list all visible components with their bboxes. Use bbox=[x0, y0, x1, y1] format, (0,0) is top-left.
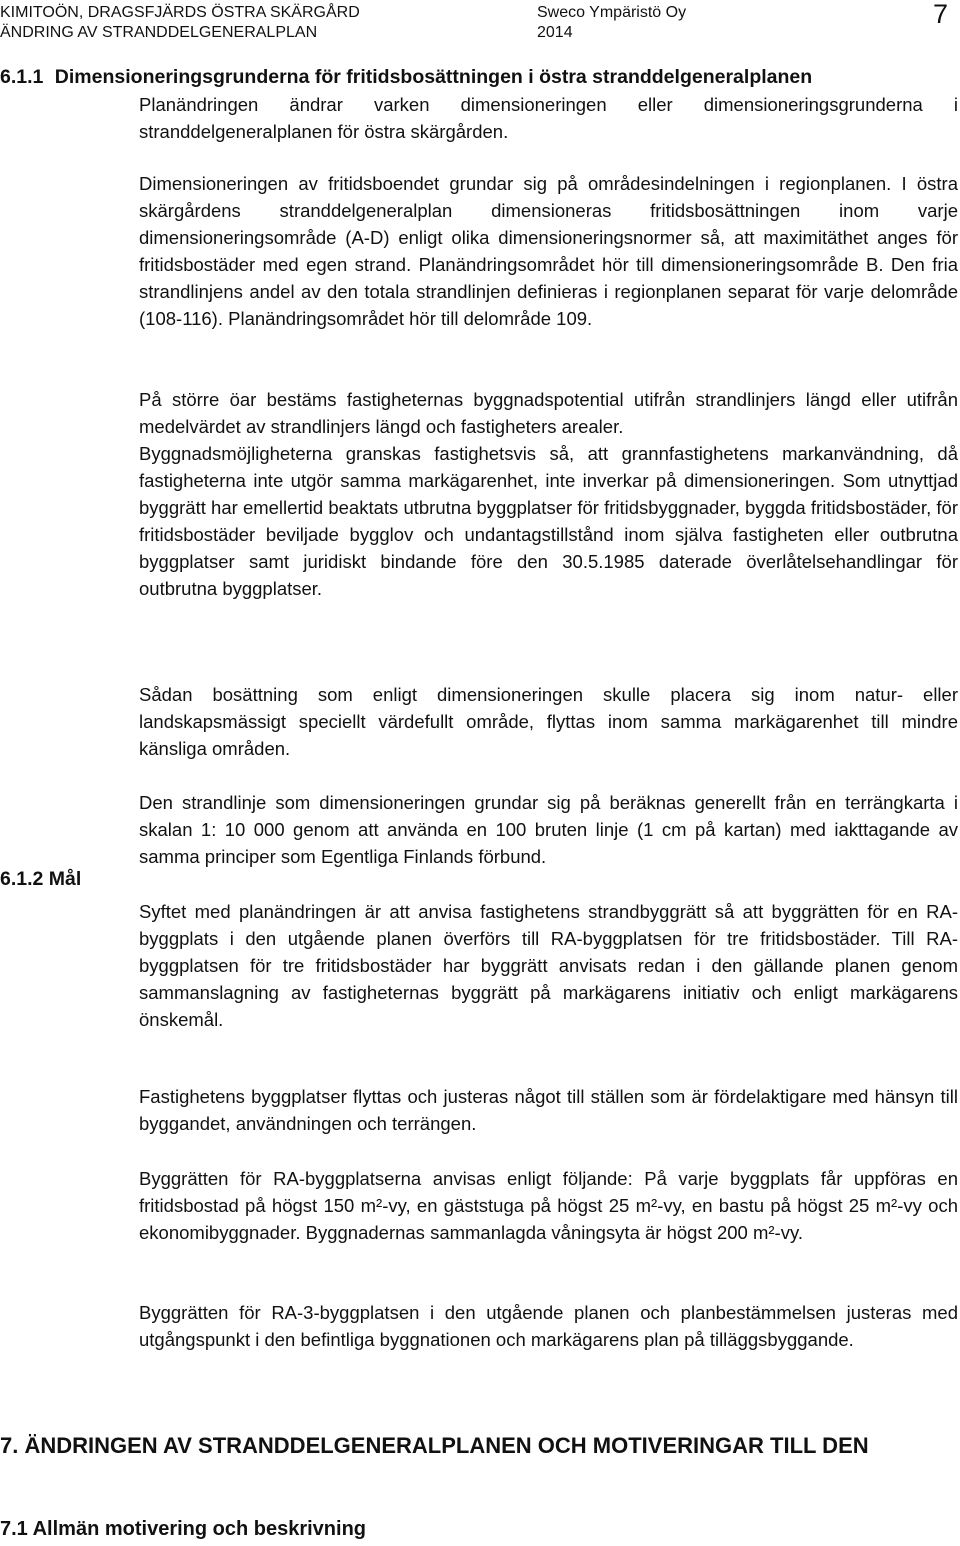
header-municipality: KIMITOÖN, DRAGSFJÄRDS ÖSTRA SKÄRGÅRD bbox=[0, 4, 360, 21]
paragraph: Byggrätten för RA-3-byggplatsen i den utgående planen och planbestämmelsen justeras med utgångspunkt i den befintliga byggnationen och markägarens plan på tilläggsbyggande. bbox=[139, 1302, 958, 1350]
paragraph: Syftet med planändringen är att anvisa fastighetens strandbyggrätt så att byggrätten för en RA-byggplats i den utgående planen överförs till RA-byggplatsen för tre fritidsbostäder. Till RA-byggplatsen för tre fritidsbostäder har byggrätt anvisats redan i den gällande planen genom sammanslagning av fastigheternas byggrätt på markägarens initiativ och enligt markägarens önskemål. bbox=[139, 901, 958, 1030]
paragraph: Den strandlinje som dimensioneringen grundar sig på beräknas generellt från en terrängkarta i skalan 1: 10 000 genom att använda en 100 bruten linje (1 cm på kartan) med iakttagande av samma principer som Egentliga Finlands förbund. bbox=[139, 792, 958, 867]
paragraph: Byggrätten för RA-byggplatserna anvisas enligt följande: På varje byggplats får uppföras en fritidsbostad på högst 150 m²-vy, en gäststuga på högst 25 m²-vy, en bastu på högst 25 m²-vy och ekonomibyggnader. Byggnadernas sammanlagda våningsyta är högst 200 m²-vy. bbox=[139, 1168, 958, 1243]
section-6-1-1-heading bbox=[0, 64, 960, 90]
paragraph: Planändringen ändrar varken dimensioneringen eller dimensioneringsgrunderna i stranddelgeneralplanen för östra skärgården. bbox=[139, 94, 958, 142]
header-year: 2014 bbox=[537, 24, 573, 41]
paragraph: På större öar bestäms fastigheternas byggnadspotential utifrån strandlinjers längd eller utifrån medelvärdet av strandlinjers längd och fastigheters arealer. bbox=[139, 389, 958, 437]
header-document-title bbox=[0, 3, 500, 43]
paragraph: Dimensioneringen av fritidsboendet grundar sig på områdesindelningen i regionplanen. I östra skärgårdens stranddelgeneralplan dimensioneras fritidsbosättningen inom varje dimensioneringsområde (A-D) enligt olika dimensioneringsnormer så, att maximitäthet anges för fritidsbostäder med egen strand. Planändringsområdet hör till dimensioneringsområde B. Den fria strandlinjens andel av den totala strandlinjen definieras i regionplanen separat för varje delområde (108-116). Planändringsområdet hör till delområde 109. bbox=[139, 173, 958, 329]
page-header bbox=[0, 0, 960, 48]
section-7-1-heading: 7.1 Allmän motivering och beskrivning bbox=[0, 1518, 367, 1540]
section-6-1-2-title: Mål bbox=[48, 868, 82, 890]
section-6-1-1-title: Dimensioneringsgrunderna för fritidsbosättningen i östra stranddelgeneralplanen bbox=[54, 66, 813, 88]
page-number: 7 bbox=[932, 0, 948, 29]
section-7-heading: 7. ÄNDRINGEN AV STRANDDELGENERALPLANEN OCH MOTIVERINGAR TILL DEN bbox=[0, 1433, 869, 1458]
paragraph: Fastighetens byggplatser flyttas och justeras något till ställen som är fördelaktigare med hänsyn till byggandet, användningen och terrängen. bbox=[139, 1086, 958, 1134]
header-consultant: Sweco Ympäristö Oy bbox=[537, 4, 687, 21]
section-6-1-2-number: 6.1.2 bbox=[0, 868, 44, 890]
section-6-1-1-number: 6.1.1 bbox=[0, 66, 44, 88]
section-6-1-2-heading bbox=[0, 866, 140, 892]
header-consultant-block bbox=[537, 3, 797, 43]
header-plan-name: ÄNDRING AV STRANDDELGENERALPLAN bbox=[0, 24, 318, 41]
paragraph: Byggnadsmöjligheterna granskas fastighetsvis så, att grannfastighetens markanvändning, då fastigheterna inte utgör samma markägarenhet, inte inverkar på dimensioneringen. Som utnyttjad byggrätt har emellertid beaktats utbrutna byggplatser för fritidsbyggnader, byggda fritidsbostäder, för fritidsbostäder beviljade bygglov och undantagstillstånd inom själva fastigheten eller outbrutna byggplatser samt juridiskt bindande före den 30.5.1985 daterade överlåtelsehandlingar för outbrutna byggplatser. bbox=[139, 443, 958, 599]
paragraph: Sådan bosättning som enligt dimensioneringen skulle placera sig inom natur- eller landskapsmässigt speciellt värdefullt område, flyttas inom samma markägarenhet till mindre känsliga områden. bbox=[139, 684, 958, 759]
